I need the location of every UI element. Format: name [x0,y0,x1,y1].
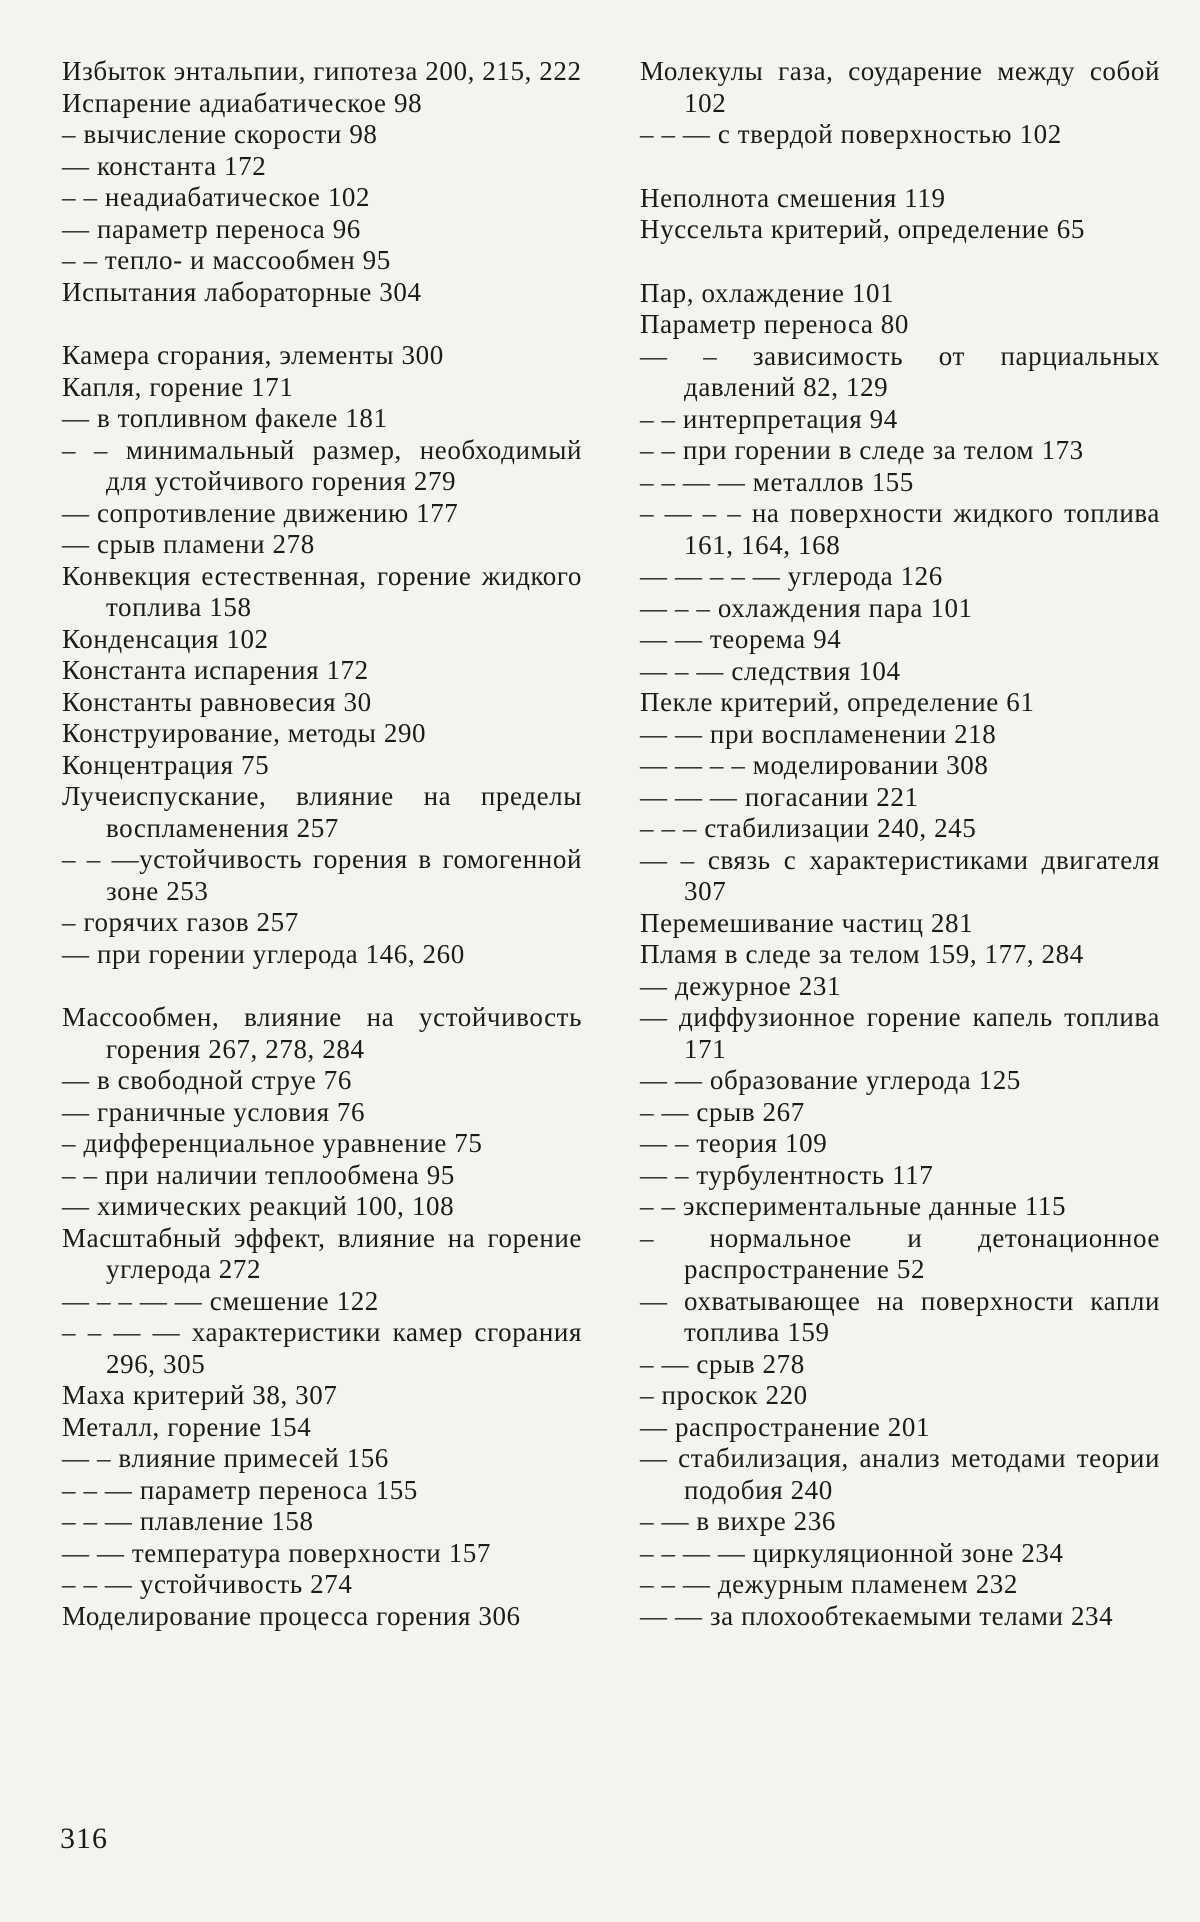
index-entry: – – неадиабатическое 102 [62,182,371,212]
index-entry: — — образование углерода 125 [640,1065,1021,1095]
index-entry: — – турбулентность 117 [640,1159,934,1190]
index-entry: Камера сгорания, элементы 300 [62,340,444,370]
index-entry: — распространение 201 [640,1411,931,1442]
index-entry: Избыток энтальпии, гипотеза 200, 215, 222 [62,56,582,86]
index-entry: — — температура поверхности 157 [62,1537,491,1568]
index-entry: Константы равновесия 30 [62,686,372,717]
index-entry: Пламя в следе за телом 159, 177, 284 [640,939,1084,969]
index-entry: — в топливном факеле 181 [62,403,388,433]
index-entry: Конденсация 102 [62,623,269,654]
index-entry: – горячих газов 257 [62,907,299,937]
index-entry: Испытания лабораторные 304 [62,276,422,307]
index-entry: Молекулы газа, соударение между собой 102 [640,56,1160,118]
index-entry: – – – стабилизации 240, 245 [640,813,977,843]
index-column-left [62,56,582,1632]
index-entry: Моделирование процесса горения 306 [62,1600,521,1631]
index-entry: – нормальное и детонационное распространение 52 [640,1222,1160,1284]
index-entry: – — в вихре 236 [640,1506,836,1536]
index-entry: — дежурное 231 [640,970,842,1001]
index-entry: Пар, охлаждение 101 [640,277,895,308]
index-entry: — – – охлаждения пара 101 [640,592,973,623]
index-entry: — – теория 109 [640,1128,828,1158]
index-entry: – – — — циркуляционной зоне 234 [640,1537,1064,1568]
index-entry: – — – – на поверхности жидкого топлива 161, 164, 168 [640,498,1160,560]
index-entry: – – при горении в следе за телом 173 [640,435,1084,465]
index-entry: — — теорема 94 [640,624,842,654]
index-entry: Капля, горение 171 [62,371,294,402]
index-entry: — – зависимость от парциальных давлений 82, 129 [640,340,1160,402]
section-gap [62,970,582,1002]
index-entry: Масштабный эффект, влияние на горение углерода 272 [62,1222,582,1284]
index-entry: – – — с твердой поверхностью 102 [640,119,1062,149]
index-entry: — охватывающее на поверхности капли топлива 159 [640,1285,1160,1347]
section-gap [640,246,1160,278]
index-entry: Конвекция естественная, горение жидкого топлива 158 [62,560,582,622]
index-entry: – – — дежурным пламенем 232 [640,1569,1018,1599]
index-entry: — срыв пламени 278 [62,529,315,559]
index-entry: — – — следствия 104 [640,655,901,686]
index-entry: – — срыв 278 [640,1348,805,1379]
index-entry: — — — погасании 221 [640,781,919,812]
index-entry: Параметр переноса 80 [640,309,910,339]
index-entry: – – интерпретация 94 [640,403,898,434]
index-entry: – вычисление скорости 98 [62,119,378,149]
index-entry: — сопротивление движению 177 [62,497,459,528]
index-entry: – – тепло- и массообмен 95 [62,245,391,275]
index-entry: — – связь с характеристиками двигателя 307 [640,844,1160,906]
index-entry: — — за плохообтекаемыми телами 234 [640,1600,1114,1631]
index-entry: — – – — — смешение 122 [62,1285,379,1316]
index-entry: Лучеиспускание, влияние на пределы воспламенения 257 [62,781,582,843]
index-entry: Массообмен, влияние на устойчивость горения 267, 278, 284 [62,1002,582,1064]
index-entry: – – — параметр переноса 155 [62,1474,418,1505]
index-entry: Концентрация 75 [62,749,270,780]
index-entry: – – — устойчивость 274 [62,1569,353,1599]
index-entry: – – при наличии теплообмена 95 [62,1159,455,1190]
index-entry: – дифференциальное уравнение 75 [62,1128,483,1158]
index-entry: — в свободной струе 76 [62,1065,352,1095]
section-gap [640,151,1160,183]
index-entry: — – влияние примесей 156 [62,1443,389,1473]
index-entry: — химических реакций 100, 108 [62,1191,455,1221]
index-entry: – – — — характеристики камер сгорания 296, 305 [62,1317,582,1379]
index-column-right [640,56,1160,1632]
page-number: 316 [60,1822,108,1855]
index-entry: Неполнота смешения 119 [640,182,946,213]
index-entry: – – — — металлов 155 [640,466,914,497]
index-entry: Металл, горение 154 [62,1411,312,1442]
index-entry: Нуссельта критерий, определение 65 [640,214,1085,244]
index-entry: — стабилизация, анализ методами теории подобия 240 [640,1443,1160,1505]
index-entry: — константа 172 [62,150,267,181]
index-entry: — диффузионное горение капель топлива 171 [640,1002,1160,1064]
index-entry: Перемешивание частиц 281 [640,907,974,938]
index-entry: — — – – — углерода 126 [640,561,943,591]
index-entry: Маха критерий 38, 307 [62,1380,338,1410]
index-entry: – – —устойчивость горения в гомогенной зоне 253 [62,844,582,906]
index-entry: – – экспериментальные данные 115 [640,1191,1067,1221]
index-entry: Испарение адиабатическое 98 [62,87,423,118]
index-entry: — параметр переноса 96 [62,213,361,244]
index-entry: Конструирование, методы 290 [62,718,427,748]
index-entry: – – — плавление 158 [62,1506,314,1536]
index-entry: Пекле критерий, определение 61 [640,687,1035,717]
index-entry: – – минимальный размер, необходимый для устойчивого горения 279 [62,434,582,496]
index-entry: — — при воспламенении 218 [640,718,997,749]
index-entry: — при горении углерода 146, 260 [62,938,465,969]
section-gap [62,308,582,340]
index-entry: — — – – моделировании 308 [640,750,989,780]
index-entry: Константа испарения 172 [62,655,369,685]
index-entry: – — срыв 267 [640,1096,805,1127]
index-entry: — граничные условия 76 [62,1096,366,1127]
index-entry: – проскок 220 [640,1380,808,1410]
